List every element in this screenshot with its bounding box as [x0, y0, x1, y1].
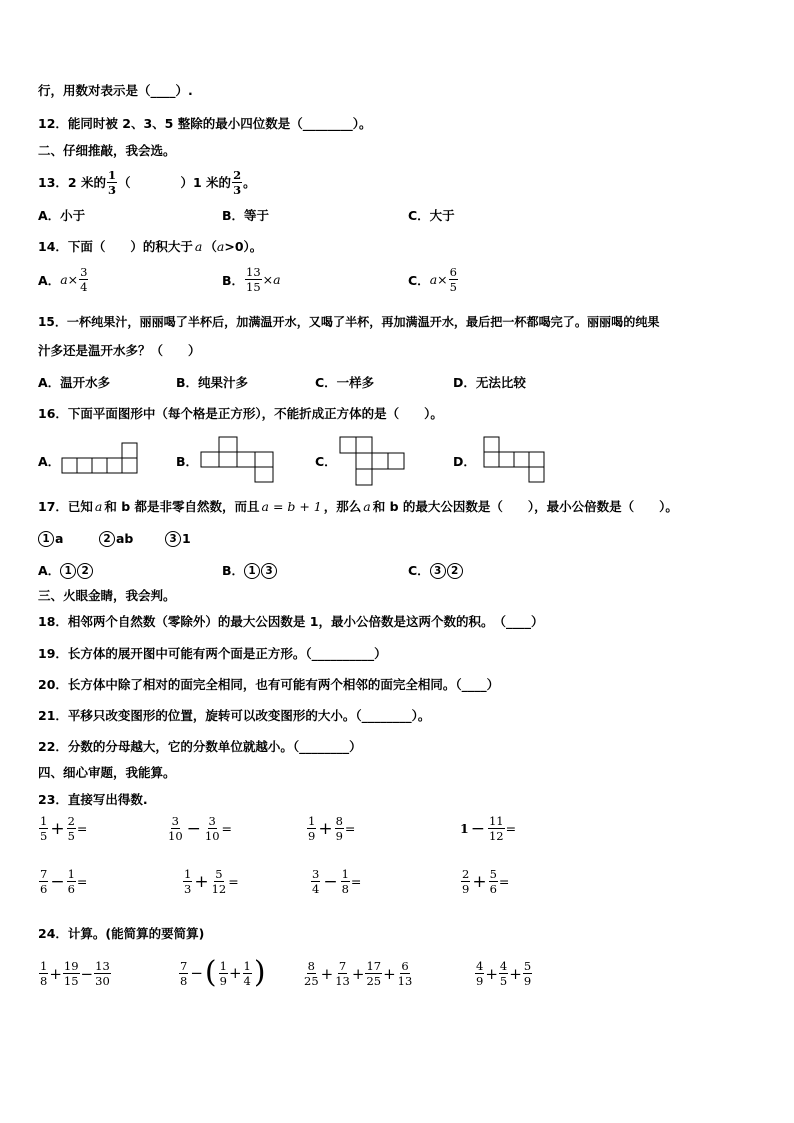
q24: 24．计算。(能简算的要简算)	[38, 926, 205, 941]
q17-item-1: 1 a	[38, 530, 63, 548]
section-3-heading: 三、火眼金睛，我会判。	[38, 588, 176, 603]
q13-option-b: B．等于	[222, 208, 270, 223]
q17-item-2: 2 ab	[99, 530, 133, 548]
q17-option-c: C． 3 2	[408, 562, 464, 580]
q15-line-2: 汁多还是温开水多？（ ）	[38, 343, 201, 358]
q23-expr-4: 1 − $\frac{11}{12}$ =	[460, 814, 517, 843]
q14-option-c-op: ×	[437, 272, 448, 287]
circled-number-icon: 3	[430, 563, 446, 579]
q17-var-a-1: a	[94, 499, 103, 514]
q19: 19．长方体的展开图中可能有两个面是正方形。（__________）	[38, 646, 387, 661]
q14-option-a-op: ×	[67, 272, 79, 287]
q17-var-a-2: a	[363, 499, 371, 514]
q16-net-c	[340, 437, 404, 485]
q16: 16．下面平面图形中（每个格是正方形），不能折成正方体的是（ ）。	[38, 406, 443, 421]
q13-option-c: C．大于	[408, 208, 455, 223]
circled-number-icon: 3	[261, 563, 277, 579]
q24-expr-3: $\frac{8}{25}$ + $\frac{7}{13}$ + $\frac{17}{25}$ + $\frac{6}{13}$	[304, 959, 413, 988]
q14-option-c-var: a	[429, 272, 438, 287]
q14-option-c-label: C．	[408, 272, 430, 288]
q17-text-4: 和 b 的最大公因数是（ ），最小公倍数是（ ）。	[372, 499, 678, 514]
q14-option-a	[38, 266, 89, 293]
circled-number-icon: 1	[244, 563, 260, 579]
q23-expr-5: $\frac{7}{6}$ − $\frac{1}{6}$ =	[40, 867, 88, 896]
q23-expr-1: $\frac{1}{5}$ + $\frac{2}{5}$ =	[40, 814, 88, 843]
q14-cond-rest: >0）。	[224, 239, 263, 254]
q14-option-b-op: ×	[262, 272, 274, 287]
q17-option-a: A． 1 2	[38, 562, 94, 580]
q13-fraction-1: $\frac{1}{3}$	[107, 168, 116, 197]
q14-option-a-label: A．	[38, 272, 61, 288]
q13-blank: （ ）	[117, 174, 193, 190]
q16-label-b: B．	[176, 454, 199, 469]
q13-fraction-2: $\frac{2}{3}$	[233, 168, 242, 197]
q16-label-a: A．	[38, 454, 61, 469]
circled-number-icon: 3	[165, 531, 181, 547]
q16-net-b	[201, 437, 277, 483]
q13-number: 13．	[38, 174, 68, 190]
q15-option-d: D．无法比较	[453, 375, 526, 390]
q23: 23．直接写出得数.	[38, 792, 148, 807]
section-2-heading: 二、仔细推敲，我会选。	[38, 143, 176, 158]
q14-text: 下面（ ）的积大于	[67, 239, 193, 254]
q13-text-2: 1 米的	[193, 174, 232, 190]
q16-net-a	[62, 443, 138, 473]
q18: 18．相邻两个自然数（零除外）的最大公因数是 1，最小公倍数是这两个数的积。 （____）	[38, 614, 544, 629]
q23-expr-7: $\frac{3}{4}$ − $\frac{1}{8}$ =	[312, 867, 362, 896]
q17-text-3: ，那么	[323, 499, 362, 514]
q24-expr-4: $\frac{4}{9}$ + $\frac{4}{5}$ + $\frac{5}{9}$	[476, 959, 532, 988]
q13-option-a: A．小于	[38, 208, 86, 223]
section-4-heading: 四、细心审题，我能算。	[38, 765, 176, 780]
q24-expr-1: $\frac{1}{8}$ + $\frac{19}{15}$ − $\frac{13}{30}$	[40, 959, 110, 988]
q14-option-c-fraction: $\frac{6}{5}$	[449, 265, 457, 294]
q15-line-1: 15．一杯纯果汁，丽丽喝了半杯后，加满温开水，又喝了半杯，再加满温开水，最后把一杯都喝完了。丽丽喝的纯果	[38, 315, 660, 329]
q11-tail: 行，用数对表示是（____）.	[38, 83, 193, 98]
q24-expr-2: $\frac{7}{8}$ − ( $\frac{1}{9}$ + $\frac{1}{4}$ )	[180, 955, 266, 990]
q14-option-b	[222, 266, 281, 293]
q14-option-a-fraction: $\frac{3}{4}$	[80, 265, 88, 294]
q17-text-1: 17．已知	[38, 499, 93, 514]
q12: 12．能同时被 2、3、5 整除的最小四位数是（________）。	[38, 116, 372, 131]
circled-number-icon: 1	[60, 563, 76, 579]
circled-number-icon: 2	[77, 563, 93, 579]
q17-equation: a = b + 1	[261, 499, 322, 514]
q23-expr-2: $\frac{3}{10}$ − $\frac{3}{10}$ =	[168, 814, 233, 843]
q14-variable: a	[194, 239, 203, 254]
circled-number-icon: 1	[38, 531, 54, 547]
q20: 20．长方体中除了相对的面完全相同，也有可能有两个相邻的面完全相同。（____）	[38, 677, 500, 692]
circled-number-icon: 2	[447, 563, 463, 579]
q17	[38, 498, 678, 516]
q14-option-b-var: a	[273, 272, 281, 287]
q14-cond-open: （	[204, 239, 217, 254]
q15-option-c: C．一样多	[315, 375, 375, 390]
q14-option-c	[408, 266, 459, 293]
q16-label-d: D．	[453, 454, 476, 469]
q16-net-d	[484, 437, 544, 483]
circled-number-icon: 2	[99, 531, 115, 547]
q13-end: 。	[243, 174, 256, 190]
q15-option-a: A．温开水多	[38, 375, 111, 390]
q23-expr-6: $\frac{1}{3}$ + $\frac{5}{12}$ =	[184, 867, 239, 896]
q15-option-b: B．纯果汁多	[176, 375, 249, 390]
q14-number: 14．	[38, 239, 68, 254]
q17-text-2: 和 b 都是非零自然数，而且	[104, 499, 260, 514]
q14-option-b-label: B．	[222, 272, 245, 288]
q14-option-a-var: a	[60, 272, 68, 287]
q21: 21．平移只改变图形的位置，旋转可以改变图形的大小。（________）。	[38, 708, 431, 723]
q23-expr-8: $\frac{2}{9}$ + $\frac{5}{6}$ =	[462, 867, 510, 896]
q17-option-b: B． 1 3	[222, 562, 278, 580]
q23-expr-3: $\frac{1}{9}$ + $\frac{8}{9}$ =	[308, 814, 356, 843]
q13-text-1: 2 米的	[67, 174, 106, 190]
q13	[38, 169, 256, 196]
q17-item-3: 3 1	[165, 530, 191, 548]
q16-label-c: C．	[315, 454, 337, 469]
q14	[38, 238, 262, 256]
q14-option-b-fraction: $\frac{13}{15}$	[246, 265, 261, 294]
q22: 22．分数的分母越大，它的分数单位就越小。（________）	[38, 739, 362, 754]
q14-cond-variable: a	[216, 239, 225, 254]
